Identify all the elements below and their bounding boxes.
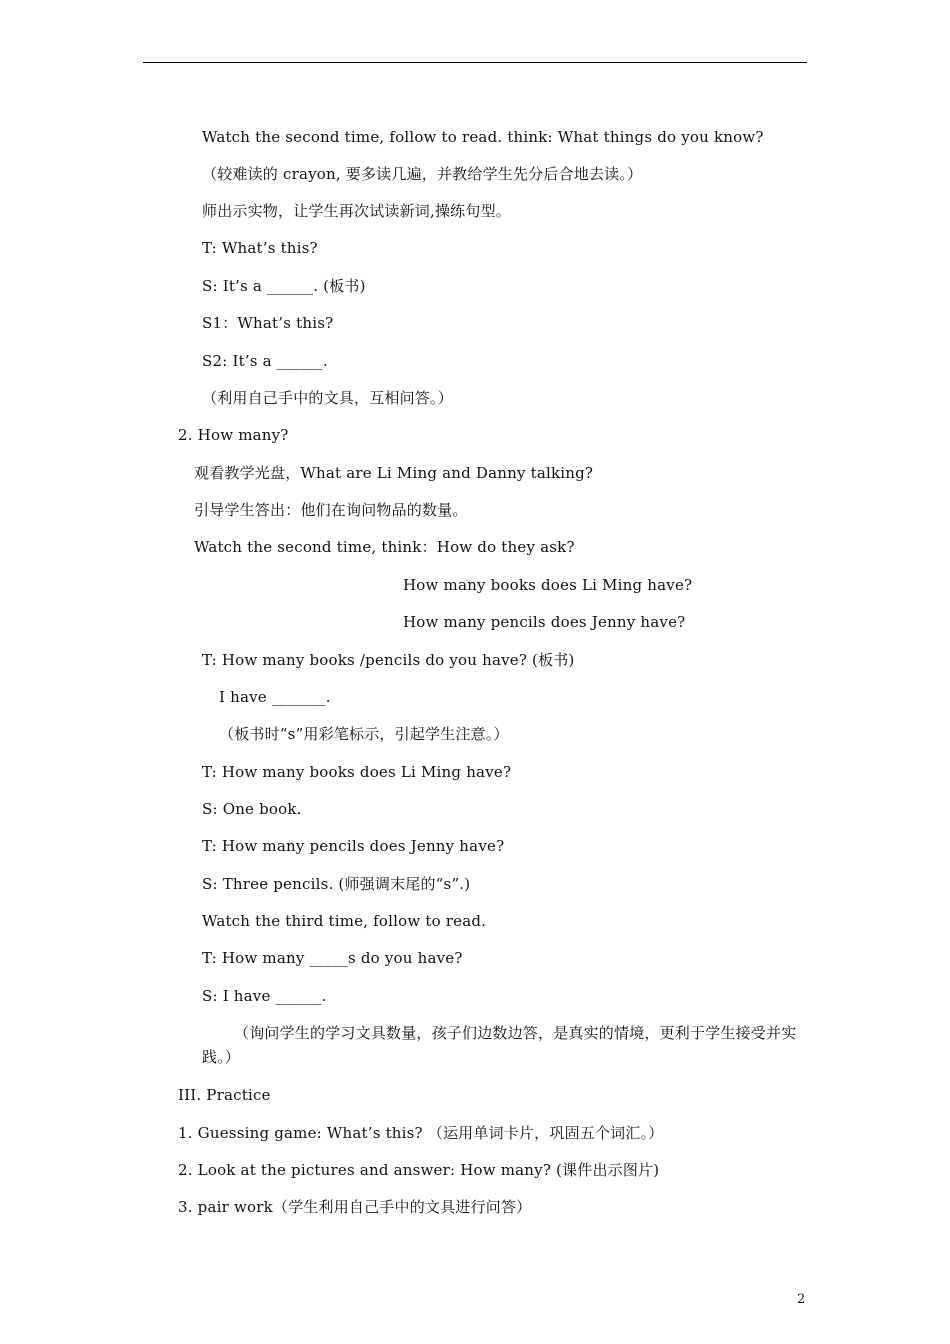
text-line: I have _______. xyxy=(219,688,331,706)
text-line: 1. Guessing game: What’s this? （运用单词卡片，巩固五个词汇。） xyxy=(178,1124,664,1142)
text-line: T: What’s this? xyxy=(202,239,318,257)
text-line: How many pencils does Jenny have? xyxy=(403,613,686,631)
text-line: S: Three pencils. (师强调末尾的“s”.) xyxy=(202,875,471,893)
text-line: T: How many _____s do you have? xyxy=(202,949,463,967)
text-line: T: How many books /pencils do you have? (板书) xyxy=(202,651,575,669)
text-line: 2. Look at the pictures and answer: How many? (课件出示图片) xyxy=(178,1161,660,1179)
text-line: 引导学生答出：他们在询问物品的数量。 xyxy=(194,501,468,519)
text-line: Watch the second time, think：How do they ask? xyxy=(194,538,575,556)
text-line: S2: It’s a ______. xyxy=(202,352,328,370)
page-number: 2 xyxy=(797,1292,806,1307)
text-line: T: How many pencils does Jenny have? xyxy=(202,837,505,855)
text-line: S: One book. xyxy=(202,800,302,818)
text-line: （较难读的 crayon, 要多读几遍，并教给学生先分后合地去读。） xyxy=(202,165,643,183)
text-paragraph: （询问学生的学习文具数量，孩子们边数边答，是真实的情境，更利于学生接受并实践。） xyxy=(202,1024,797,1066)
text-line: 师出示实物，让学生再次试读新词,操练句型。 xyxy=(202,202,511,220)
text-line: Watch the third time, follow to read. xyxy=(202,912,487,930)
text-line: S1：What’s this? xyxy=(202,314,334,332)
text-line: 观看教学光盘，What are Li Ming and Danny talking? xyxy=(194,464,594,482)
text-line: （板书时“s”用彩笔标示，引起学生注意。） xyxy=(219,725,509,743)
text-line: （利用自己手中的文具，互相问答。） xyxy=(202,389,453,407)
section-heading: III. Practice xyxy=(178,1086,271,1104)
text-line: S: It’s a ______. (板书) xyxy=(202,277,366,295)
text-line: S: I have ______. xyxy=(202,987,327,1005)
header-rule xyxy=(143,62,807,63)
text-line: 3. pair work（学生利用自己手中的文具进行问答） xyxy=(178,1198,532,1216)
text-line: How many books does Li Ming have? xyxy=(403,576,693,594)
text-line: Watch the second time, follow to read. think: What things do you know? xyxy=(202,128,764,146)
text-line: T: How many books does Li Ming have? xyxy=(202,763,512,781)
section-heading: 2. How many? xyxy=(178,426,289,444)
